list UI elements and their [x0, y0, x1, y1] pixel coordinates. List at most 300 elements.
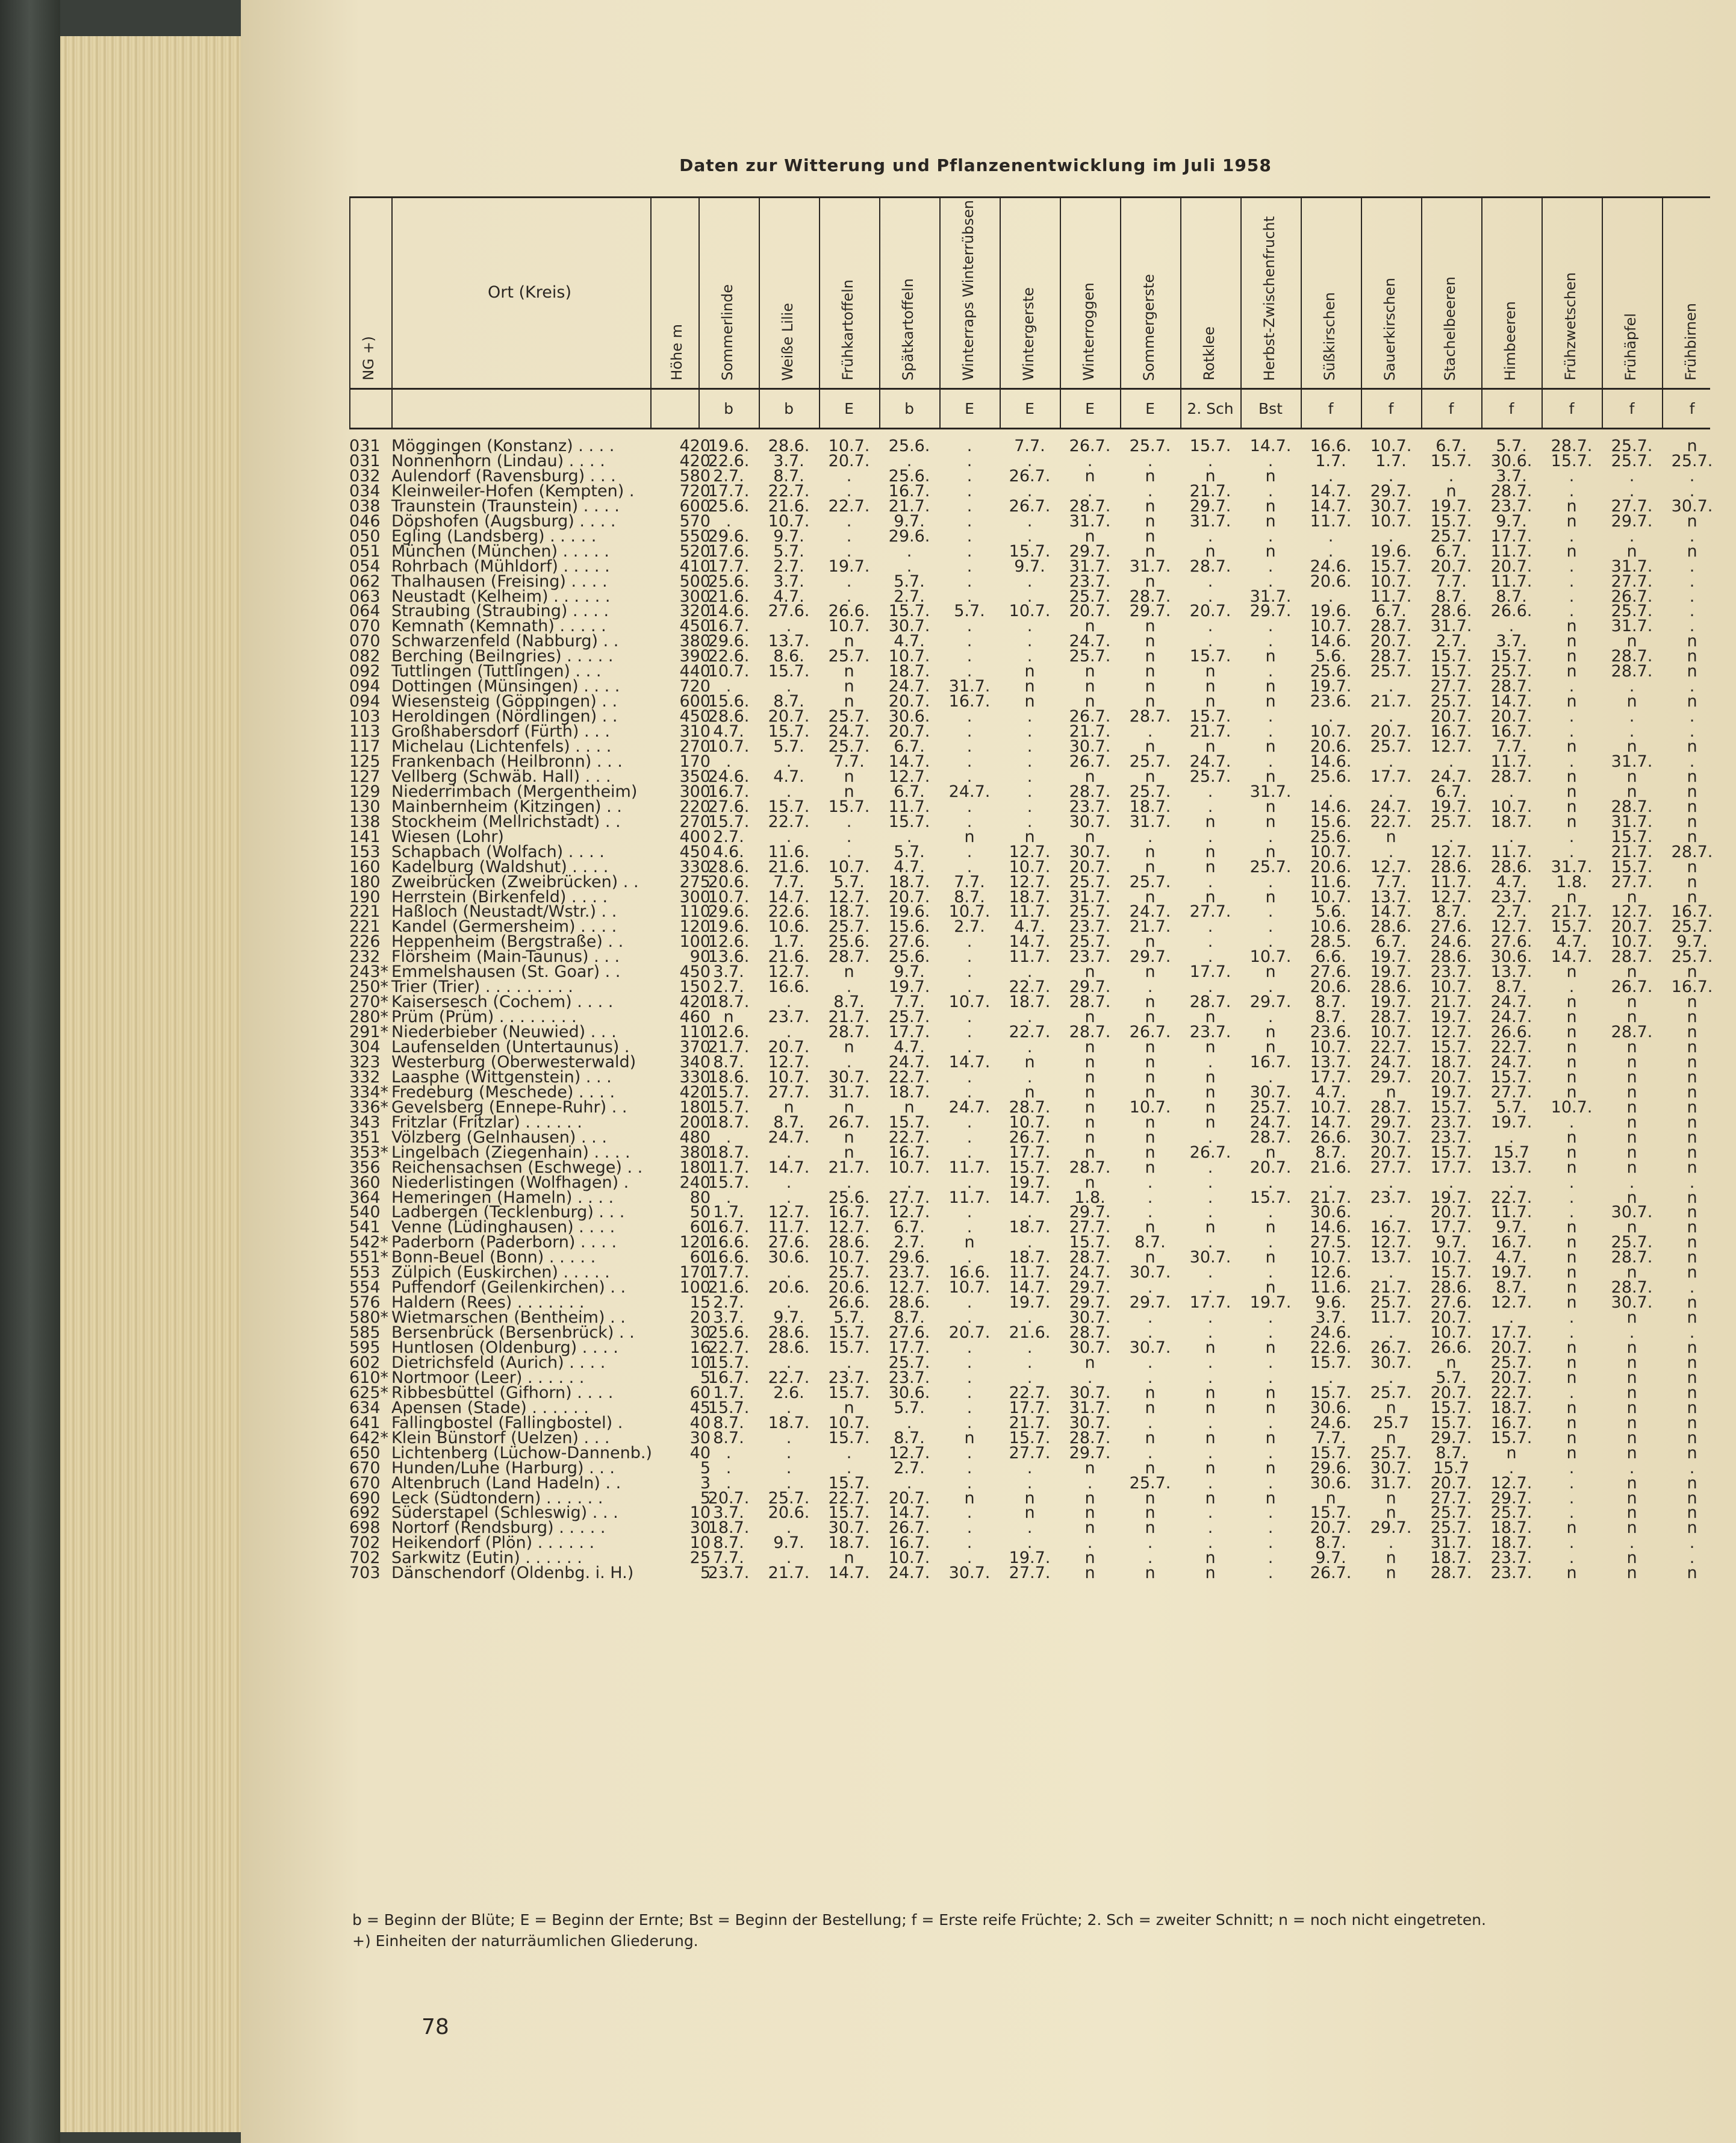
cell-value: 19.7.: [1490, 1263, 1532, 1282]
cell-value: 14.7.: [768, 1158, 810, 1177]
cell-value: n: [1687, 1564, 1697, 1583]
cell-value: 8.7.: [1315, 1143, 1346, 1162]
cell-value: .: [1508, 617, 1514, 636]
cell-hoehe: 460: [679, 1008, 711, 1027]
cell-value: 4.7.: [1496, 872, 1527, 891]
cell-value: 14.6.: [708, 602, 750, 621]
cell-value: 20.7.: [768, 1038, 810, 1056]
table-row: [241, 814, 1736, 829]
cell-value: 26.7.: [888, 1518, 930, 1538]
cell-value: 26.6.: [1490, 1023, 1532, 1042]
cell-value: .: [966, 451, 972, 470]
cell-value: 28.7.: [1490, 767, 1532, 786]
cell-value: .: [1027, 511, 1033, 531]
cell-value: 5.7.: [894, 842, 925, 861]
cell-ort: Kemnath (Kemnath) . . . . .: [391, 617, 606, 636]
cell-value: 16.7.: [1671, 902, 1713, 922]
cell-value: .: [1328, 1368, 1334, 1387]
cell-value: 14.7.: [888, 1503, 930, 1523]
cell-value: 14.7.: [1551, 947, 1593, 967]
cell-ort: Thalhausen (Freising) . . . .: [391, 572, 608, 591]
cell-value: 31.7.: [1249, 587, 1292, 606]
cell-value: n: [1386, 1398, 1396, 1417]
cell-value: n: [1386, 827, 1396, 846]
cell-value: 21.6.: [708, 587, 750, 606]
cell-value: 28.6.: [1430, 947, 1472, 967]
cell-value: n: [1145, 1383, 1156, 1402]
cell-value: 2.7.: [954, 917, 985, 937]
cell-value: n: [904, 1097, 915, 1117]
cell-value: n: [1145, 887, 1156, 906]
cell-value: .: [1689, 1323, 1695, 1343]
cell-ort: Bonn-Beuel (Bonn) . . . . .: [391, 1248, 596, 1267]
cell-ng: 291*: [349, 1023, 389, 1042]
cell-value: 15.6.: [888, 917, 930, 937]
unit-label: f: [1629, 400, 1635, 417]
cell-value: .: [1508, 1173, 1514, 1192]
cell-value: 25.7.: [1430, 526, 1472, 546]
cell-value: 15.7.: [1430, 451, 1472, 470]
cell-value: 9.7.: [894, 962, 925, 982]
cell-value: 12.7.: [1430, 887, 1472, 906]
cell-value: 20.7.: [1490, 1338, 1532, 1357]
cell-value: 25.7.: [888, 1353, 930, 1372]
cell-value: 29.7.: [1069, 978, 1111, 997]
cell-value: 20.6.: [708, 872, 750, 891]
cell-value: .: [966, 632, 972, 651]
cell-value: 14.7.: [1490, 692, 1532, 711]
cell-value: .: [1027, 1233, 1033, 1252]
cell-ort: Zülpich (Euskirchen) . . . . .: [391, 1263, 610, 1282]
cell-value: 25.7.: [1430, 812, 1472, 831]
cell-value: 7.7.: [1496, 737, 1527, 756]
cell-value: .: [966, 557, 972, 576]
cell-value: 24.7.: [948, 1097, 991, 1117]
cell-value: 20.7.: [888, 887, 930, 906]
cell-value: 31.7.: [1611, 617, 1653, 636]
cell-value: n: [1626, 632, 1637, 651]
cell-value: n: [844, 632, 854, 651]
cell-value: 16.7.: [708, 617, 750, 636]
cell-value: n: [1687, 767, 1697, 786]
cell-value: .: [966, 541, 972, 561]
cell-value: 1.8.: [1556, 872, 1587, 891]
cell-ort: Hunden/Luhe (Harburg) . . .: [391, 1458, 615, 1477]
cell-value: 23.7.: [1490, 887, 1532, 906]
cell-value: 11.7.: [948, 1188, 991, 1207]
cell-value: 9.7.: [1676, 932, 1708, 952]
cell-value: 20.7.: [768, 707, 810, 726]
cell-value: 24.7.: [888, 677, 930, 696]
cell-value: .: [1027, 451, 1033, 470]
cell-value: .: [966, 1173, 972, 1192]
cell-value: .: [786, 1443, 792, 1462]
cell-value: 29.7.: [1129, 1293, 1171, 1312]
cell-value: n: [1687, 1218, 1697, 1237]
cell-value: .: [1268, 827, 1274, 846]
cell-value: 8.7.: [1496, 1278, 1527, 1297]
cell-value: .: [786, 677, 792, 696]
cell-value: 13.7.: [1490, 1158, 1532, 1177]
cell-value: 27.7.: [1611, 872, 1653, 891]
cell-value: .: [1448, 1173, 1454, 1192]
cell-value: .: [726, 1473, 732, 1493]
cell-value: 22.7.: [1370, 812, 1412, 831]
cell-value: .: [1207, 1368, 1213, 1387]
cell-value: 25.7.: [1671, 947, 1713, 967]
cell-value: .: [1689, 1173, 1695, 1192]
cell-value: n: [1566, 1263, 1577, 1282]
cell-value: 28.6.: [1430, 602, 1472, 621]
header-column: Herbst-Zwischenfrucht: [1261, 216, 1278, 381]
cell-value: n: [1566, 662, 1577, 681]
cell-value: 27.7.: [1490, 1082, 1532, 1102]
cell-value: .: [1027, 722, 1033, 741]
cell-ng: 113: [349, 722, 381, 741]
cell-value: .: [1629, 1173, 1635, 1192]
cell-ort: Nortorf (Rendsburg) . . . . .: [391, 1518, 606, 1538]
cell-value: n: [1446, 1353, 1457, 1372]
cell-value: n: [844, 1128, 854, 1147]
cell-hoehe: 15: [689, 1293, 711, 1312]
cell-ng: 553: [349, 1263, 381, 1282]
cell-value: n: [1205, 1038, 1216, 1056]
cell-value: 15.7.: [828, 1383, 870, 1402]
cell-value: 23.7.: [1430, 962, 1472, 982]
cell-ng: 141: [349, 827, 381, 846]
cell-value: .: [1268, 902, 1274, 922]
cell-ng: 232: [349, 947, 381, 967]
cell-value: 5.7.: [1496, 437, 1527, 455]
cell-value: 21.7.: [1189, 481, 1231, 501]
cell-value: n: [1084, 1067, 1095, 1087]
cell-value: 26.7.: [1189, 1143, 1231, 1162]
cell-value: 22.6.: [708, 647, 750, 666]
cell-value: 27.7.: [1009, 1564, 1051, 1583]
cell-hoehe: 120: [679, 1233, 711, 1252]
cell-hoehe: 90: [689, 947, 711, 967]
cell-value: .: [786, 1173, 792, 1192]
cell-value: 18.7.: [1490, 812, 1532, 831]
cell-value: .: [786, 993, 792, 1012]
cell-value: .: [786, 1398, 792, 1417]
cell-value: 19.7.: [1430, 1008, 1472, 1027]
cell-ort: Paderborn (Paderborn) . . . .: [391, 1233, 617, 1252]
cell-value: 8.6.: [773, 647, 804, 666]
cell-ng: 226: [349, 932, 381, 952]
cell-value: 5.7.: [773, 541, 804, 561]
cell-value: .: [786, 1549, 792, 1568]
header-hoehe: Höhe m: [668, 324, 685, 381]
cell-value: 12.7.: [1430, 1023, 1472, 1042]
cell-value: 24.7.: [888, 1052, 930, 1072]
cell-value: 4.7.: [1014, 917, 1045, 937]
cell-value: .: [1268, 557, 1274, 576]
cell-value: .: [726, 1188, 732, 1207]
cell-ng: 153: [349, 842, 381, 861]
cell-value: n: [1626, 1038, 1637, 1056]
cell-value: .: [1027, 767, 1033, 786]
cell-value: 10.7.: [828, 617, 870, 636]
cell-value: n: [1626, 692, 1637, 711]
cell-ort: Apensen (Stade) . . . . . .: [391, 1398, 589, 1417]
cell-value: .: [906, 557, 912, 576]
cell-value: 28.7.: [1069, 1158, 1111, 1177]
cell-value: 12.6.: [708, 932, 750, 952]
cell-value: .: [1207, 1052, 1213, 1072]
cell-value: 23.7.: [1490, 1564, 1532, 1583]
cell-value: .: [966, 1443, 972, 1462]
cell-value: n: [1145, 1082, 1156, 1102]
cell-value: n: [1626, 1383, 1637, 1402]
cell-hoehe: 60: [689, 1248, 711, 1267]
cell-value: 12.7.: [1430, 842, 1472, 861]
cell-value: n: [1687, 1338, 1697, 1357]
cell-value: 23.7.: [1189, 1023, 1231, 1042]
cell-hoehe: 275: [679, 872, 711, 891]
cell-hoehe: 420: [679, 1082, 711, 1102]
cell-value: 10.7.: [708, 662, 750, 681]
cell-value: 15.7.: [1490, 1067, 1532, 1087]
cell-value: .: [1207, 572, 1213, 591]
cell-value: 18.7.: [708, 1518, 750, 1538]
cell-value: 10.7.: [1490, 797, 1532, 816]
cell-value: 28.7.: [1611, 797, 1653, 816]
cell-value: n: [1024, 827, 1035, 846]
cell-value: n: [1145, 1564, 1156, 1583]
cell-value: 8.7.: [954, 887, 985, 906]
cell-value: 27.7.: [1430, 677, 1472, 696]
cell-value: 28.6.: [768, 1338, 810, 1357]
cell-value: 10.7.: [1249, 947, 1292, 967]
cell-value: 6.7.: [894, 737, 925, 756]
cell-value: 10.7.: [1310, 1097, 1352, 1117]
cell-value: n: [1205, 887, 1216, 906]
cell-hoehe: 270: [679, 812, 711, 831]
cell-value: .: [1629, 707, 1635, 726]
cell-value: 22.7.: [1490, 1383, 1532, 1402]
cell-value: 30.6.: [1490, 451, 1532, 470]
cell-value: .: [846, 1353, 852, 1372]
cell-value: 23.6.: [1310, 1023, 1352, 1042]
cell-value: n: [1386, 1549, 1396, 1568]
cell-value: 15.7.: [1189, 437, 1231, 455]
unit-label: f: [1388, 400, 1394, 417]
cell-value: n: [1687, 812, 1697, 831]
cell-ng: 692: [349, 1503, 381, 1523]
table-rule-col: [1481, 196, 1482, 428]
cell-value: .: [966, 1338, 972, 1357]
cell-value: 7.7.: [954, 872, 985, 891]
cell-value: .: [846, 1052, 852, 1072]
cell-value: 26.7.: [1069, 437, 1111, 455]
cell-value: .: [1569, 722, 1575, 741]
cell-value: .: [1147, 827, 1153, 846]
cell-ng: 336*: [349, 1097, 389, 1117]
cell-value: n: [1687, 782, 1697, 801]
cell-value: n: [1145, 617, 1156, 636]
cell-value: 3.7.: [1315, 1308, 1346, 1327]
cell-value: 15.6.: [708, 692, 750, 711]
table-rule-col: [819, 196, 820, 428]
cell-value: 19.7.: [1009, 1173, 1051, 1192]
cell-value: 11.7.: [1370, 1308, 1412, 1327]
cell-value: 2.7.: [894, 1458, 925, 1477]
cell-value: .: [966, 466, 972, 485]
cell-value: 19.7.: [1430, 797, 1472, 816]
cell-value: 28.7.: [1069, 496, 1111, 516]
cell-value: 14.7.: [1370, 902, 1412, 922]
cell-value: .: [1147, 1413, 1153, 1432]
cell-ort: Großhabersdorf (Fürth) . . .: [391, 722, 610, 741]
cell-ort: Vellberg (Schwäb. Hall) . . .: [391, 767, 611, 786]
cell-value: 19.7.: [1310, 677, 1352, 696]
cell-value: 27.6.: [1430, 917, 1472, 937]
cell-value: 23.7.: [888, 1368, 930, 1387]
cell-ng: 343: [349, 1112, 381, 1132]
cell-value: n: [1145, 1398, 1156, 1417]
cell-ort: Flörsheim (Main-Taunus) . . .: [391, 947, 620, 967]
cell-ort: Altenbruch (Land Hadeln) . .: [391, 1473, 621, 1493]
cell-ort: Fredeburg (Meschede) . . . .: [391, 1082, 615, 1102]
cell-value: 18.7.: [768, 1413, 810, 1432]
cell-value: .: [1207, 1353, 1213, 1372]
cell-value: 10.7.: [1129, 1097, 1171, 1117]
cell-value: .: [1268, 451, 1274, 470]
cell-value: 10.7.: [828, 437, 870, 455]
cell-value: n: [1626, 767, 1637, 786]
cell-value: 28.7.: [1129, 707, 1171, 726]
cell-value: .: [966, 797, 972, 816]
cell-value: 31.7.: [1129, 812, 1171, 831]
cell-value: 20.7.: [1310, 1518, 1352, 1538]
cell-value: 29.7.: [1069, 541, 1111, 561]
cell-value: 11.6.: [768, 842, 810, 861]
cell-value: 7.7.: [1315, 1428, 1346, 1447]
cell-ng: 070: [349, 617, 381, 636]
cell-ng: 580*: [349, 1308, 389, 1327]
cell-value: n: [1626, 1008, 1637, 1027]
page-edges: [60, 36, 241, 2132]
cell-value: .: [786, 1023, 792, 1042]
cell-ort: Klein Bünstorf (Uelzen) . . .: [391, 1428, 610, 1447]
cell-value: n: [1566, 1368, 1577, 1387]
cell-value: 2.7.: [894, 1233, 925, 1252]
cell-value: .: [1508, 1128, 1514, 1147]
cell-value: 26.7.: [1611, 978, 1653, 997]
table-row: [241, 829, 1736, 844]
cell-value: 30.6.: [888, 707, 930, 726]
cell-value: 13.7.: [1310, 1052, 1352, 1072]
table-row: [241, 1130, 1736, 1145]
cell-value: n: [1145, 466, 1156, 485]
cell-value: 14.6.: [1310, 752, 1352, 771]
cell-value: 16.7.: [1490, 1413, 1532, 1432]
cell-value: 20.7.: [1430, 707, 1472, 726]
cell-ort: Wiesen (Lohr): [391, 827, 504, 846]
cell-value: n: [1566, 797, 1577, 816]
cell-value: 6.7.: [1436, 437, 1467, 455]
cell-hoehe: 220: [679, 797, 711, 816]
cell-value: 23.7.: [828, 1368, 870, 1387]
cell-hoehe: 400: [679, 827, 711, 846]
cell-value: 2.7.: [713, 1293, 744, 1312]
cell-value: .: [1087, 1533, 1093, 1553]
cell-value: .: [966, 1533, 972, 1553]
cell-ort: Mainbernheim (Kitzingen) . .: [391, 797, 622, 816]
cell-value: 3.7.: [773, 451, 804, 470]
cell-value: n: [1687, 1143, 1697, 1162]
cell-hoehe: 100: [679, 1278, 711, 1297]
cell-value: n: [1566, 1008, 1577, 1027]
cell-value: n: [1566, 1564, 1577, 1583]
cell-hoehe: 550: [679, 526, 711, 546]
cell-ort: Egling (Landsberg) . . . . .: [391, 526, 597, 546]
cell-value: n: [1084, 1549, 1095, 1568]
cell-value: n: [1566, 496, 1577, 516]
table-row: [241, 1175, 1736, 1190]
cell-value: .: [1207, 872, 1213, 891]
cell-value: n: [1084, 466, 1095, 485]
cell-value: .: [1207, 797, 1213, 816]
cell-value: 8.7.: [773, 692, 804, 711]
cell-value: n: [1084, 827, 1095, 846]
cell-value: 16.7.: [1370, 1218, 1412, 1237]
cell-value: 20.7.: [948, 1323, 991, 1343]
cell-value: n: [1687, 1368, 1697, 1387]
cell-value: 25.6.: [708, 1323, 750, 1343]
cell-value: 28.6.: [708, 707, 750, 726]
cell-value: 26.6.: [828, 1293, 870, 1312]
table-rule-units: [349, 428, 1710, 429]
cell-ort: Prüm (Prüm) . . . . . . . .: [391, 1008, 577, 1027]
cell-value: n: [1446, 481, 1457, 501]
cell-value: .: [1569, 1308, 1575, 1327]
cell-value: 8.7.: [713, 1533, 744, 1553]
cell-ng: 038: [349, 496, 381, 516]
cell-value: 16.7.: [888, 1143, 930, 1162]
cell-value: 29.6.: [708, 526, 750, 546]
book-binding: [0, 0, 60, 2143]
cell-value: n: [1566, 692, 1577, 711]
cell-value: n: [1687, 662, 1697, 681]
cell-value: 20.6.: [1310, 978, 1352, 997]
table-row: [241, 844, 1736, 859]
cell-value: n: [1566, 1398, 1577, 1417]
cell-value: n: [1145, 692, 1156, 711]
header-column: Sommerlinde: [719, 284, 736, 381]
cell-value: 28.7.: [1370, 617, 1412, 636]
cell-value: 25.7.: [1249, 1097, 1292, 1117]
cell-value: 20.7.: [1490, 557, 1532, 576]
cell-value: 15.7.: [1430, 511, 1472, 531]
cell-value: 25.7.: [1430, 1503, 1472, 1523]
cell-value: 12.7.: [1009, 842, 1051, 861]
cell-value: 27.6.: [1430, 1293, 1472, 1312]
cell-hoehe: 30: [689, 1518, 711, 1538]
cell-hoehe: 370: [679, 1038, 711, 1056]
cell-value: 25.7.: [1490, 1353, 1532, 1372]
cell-value: 15.7.: [708, 1082, 750, 1102]
cell-value: .: [1388, 1368, 1394, 1387]
cell-ort: Dietrichsfeld (Aurich) . . . .: [391, 1353, 606, 1372]
page-number: 78: [422, 2015, 449, 2039]
cell-value: 31.7.: [948, 677, 991, 696]
cell-value: 6.7.: [1436, 541, 1467, 561]
cell-value: 25.7.: [1069, 587, 1111, 606]
cell-value: .: [1027, 617, 1033, 636]
cell-value: 26.7.: [1009, 1128, 1051, 1147]
